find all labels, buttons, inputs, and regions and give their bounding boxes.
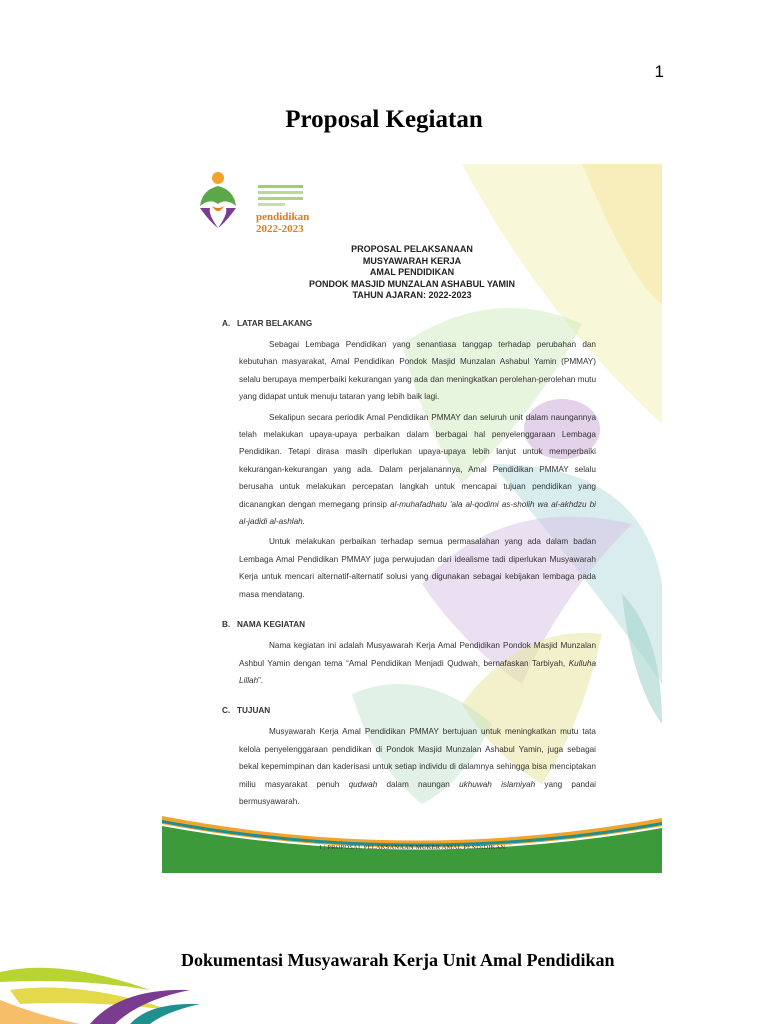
document-footer: 1 | PROPOSAL PELAKSANAAN MUKER AMAL PENDIDIKAN <box>318 844 506 851</box>
paragraph: Musyawarah Kerja Amal Pendidikan PMMAY bertujuan untuk meningkatkan mutu tata kelola penyelenggaraan pendidikan di Pondok Masjid Munzalan Ashabul Yamin, juga sebagai bekal kepemimpinan dan kaderisasi untuk setiap individu di dalamnya sehingga bisa menciptakan miliu masyarakat penuh qudwah dalam naungan ukhuwah islamiyah yang pandai bermusyawarah. <box>239 727 596 806</box>
proposal-document-image <box>162 164 662 873</box>
heading-line: MUSYAWARAH KERJA <box>362 255 462 266</box>
heading-line: AMAL PENDIDIKAN <box>369 267 455 277</box>
logo-word: pendidikan <box>256 211 310 223</box>
document-body <box>222 319 596 813</box>
section-heading-tujuan: C. TUJUAN <box>222 706 271 716</box>
paragraph: Nama kegiatan ini adalah Musyawarah Kerja Amal Pendidikan Pondok Masjid Munzalan Ashbul Yamin dengan tema “Amal Pendidikan Menjadi Qudwah, bernafaskan Tarbiyah, Kulluha Lillah”. <box>239 641 597 685</box>
section-heading-nama-kegiatan: B. NAMA KEGIATAN <box>222 620 306 630</box>
heading-line: PONDOK MASJID MUNZALAN ASHABUL YAMIN <box>308 278 515 289</box>
page-title: Proposal Kegiatan <box>285 106 483 133</box>
page-caption: Dokumentasi Musyawarah Kerja Unit Amal Pendidikan <box>181 950 615 970</box>
paragraph: Sekalipun secara periodik Amal Pendidikan PMMAY dan seluruh unit dalam naungannya telah melakukan upaya-upaya perbaikan dalam berbagai hal penyelenggaraan Lembaga Pendidikan. Tetapi dirasa masih diperlukan upaya-upaya lebih lanjut untuk memperbaiki kekurangan-kekurangan yang ada. Dalam perjalanannya, Amal Pendidikan PMMAY selalu berusaha untuk melakukan percepatan langkah untuk mencapai tujuan pendidikan yang dicanangkan dengan memegang prinsip al-muhafadhatu 'ala al-qodimi as-sholih wa al-akhdzu bi al-jadidi al-ashlah. <box>239 412 596 527</box>
heading-line: TAHUN AJARAN: 2022-2023 <box>352 290 472 300</box>
section-heading-latar-belakang: A. LATAR BELAKANG <box>222 319 313 328</box>
page-number: 1 <box>654 62 664 81</box>
paragraph: Untuk melakukan perbaikan terhadap semua permasalahan yang ada dalam badan Lembaga Amal Pendidikan PMMAY juga perwujudan dari idealisme tadi diperlukan Musyawarah Kerja untuk mencari alternatif-alternatif solusi yang digunakan sebagai kebijakan lembaga pada masa mendatang. <box>239 537 596 599</box>
paragraph: Sebagai Lembaga Pendidikan yang senantiasa tanggap terhadap perubahan dan kebutuhan masyarakat, Amal Pendidikan Pondok Masjid Munzalan Ashabul Yamin (PMMAY) selalu berupaya memperbaiki kekurangan yang ada dan meningkatkan perolehan-perolehan mutu yang didapat untuk menuju tataran yang lebih baik lagi. <box>239 340 596 402</box>
swoosh-decoration <box>0 960 200 1024</box>
logo-icon <box>192 170 244 232</box>
footer-wave-decoration <box>162 812 662 873</box>
logo-year: 2022-2023 <box>256 223 304 235</box>
document-heading <box>162 244 662 302</box>
logo-tagline-lines <box>258 182 303 209</box>
heading-line: PROPOSAL PELAKSANAAN <box>351 244 473 254</box>
